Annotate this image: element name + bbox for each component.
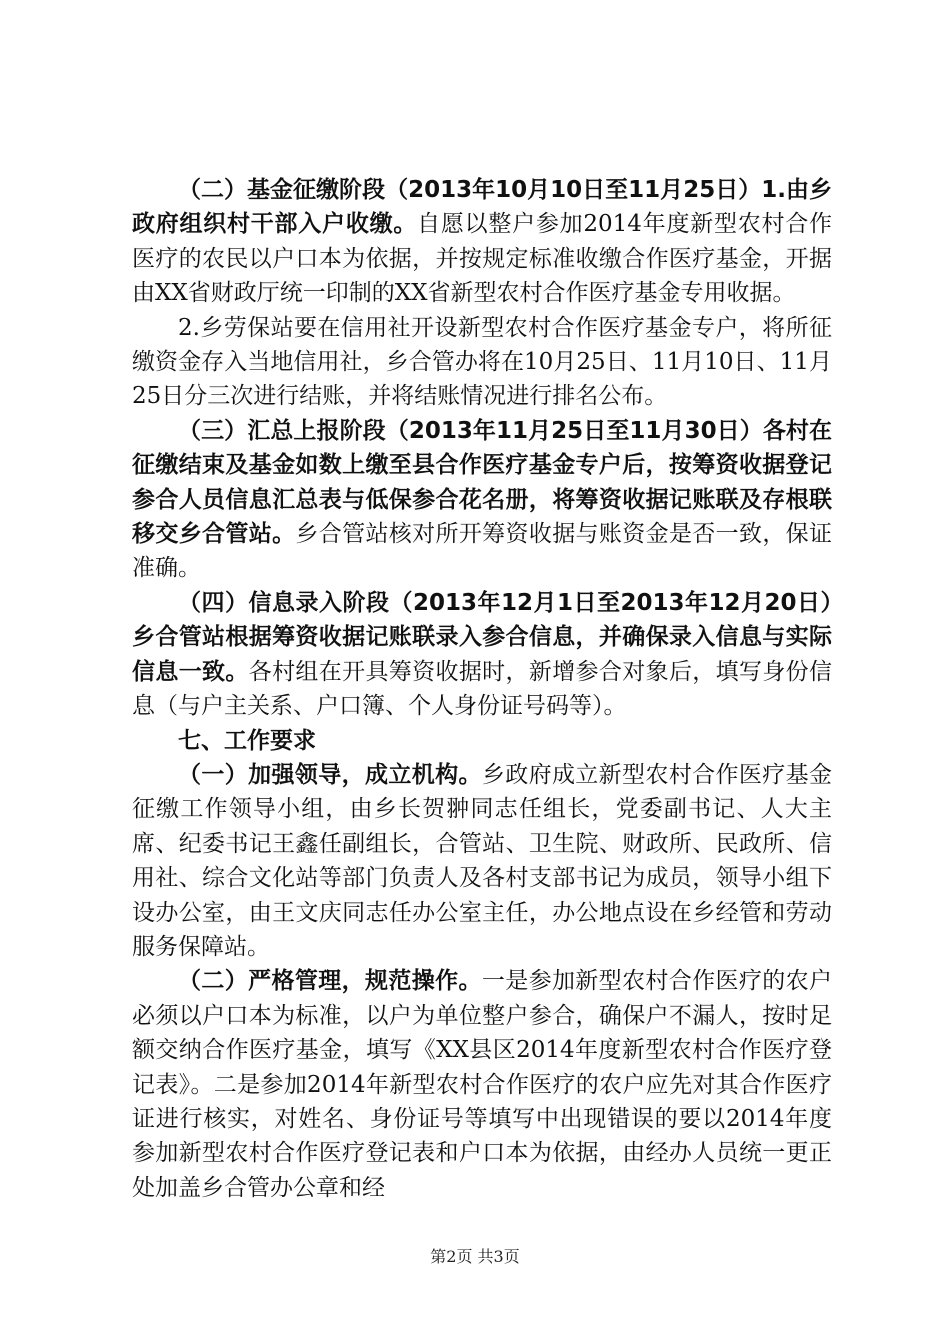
paragraph-bold-lead: （二）基金征缴阶段（2013年10月10日至11月25日）1.由乡政府组织村干部入户收缴。 (132, 177, 832, 238)
paragraph-text: 一是参加新型农村合作医疗的农户必须以户口本为标准，以户为单位整户参合，确保户不漏人，按时足额交纳合作医疗基金，填写《XX县区2014年度新型农村合作医疗登记表》。二是参加2014年新型农村合作医疗的农户应先对其合作医疗证进行核实，对姓名、身份证号等填写中出现错误的要以2014年度参加新型农村合作医疗登记表和户口本为依据，由经办人员统一更正处加盖乡合管办公章和经 (132, 968, 833, 1201)
paragraph-bold-lead: （四）信息录入阶段（2013年12月1日至2013年12月20日）乡合管站根据筹资收据记账联录入参合信息，并确保录入信息与实际信息一致。 (132, 589, 832, 685)
paragraph-bold-lead: （一）加强领导，成立机构。 (178, 761, 482, 788)
page-number-footer: 第2页 共3页 (430, 1247, 520, 1266)
paragraph-text: 乡政府成立新型农村合作医疗基金征缴工作领导小组，由乡长贺翀同志任组长，党委副书记、人大主席、纪委书记王鑫任副组长，合管站、卫生院、财政所、民政所、信用社、综合文化站等部门负责人及各村支部书记为成员，领导小组下设办公室，由王文庆同志任办公室主任，办公地点设在乡经管和劳动服务保障站。 (132, 761, 833, 960)
section-heading-work-requirements (132, 724, 832, 758)
paragraph-strict-management (132, 964, 832, 1205)
paragraph-labor-station (132, 311, 832, 414)
paragraph-summary-report-stage (132, 414, 832, 586)
paragraph-info-entry-stage (132, 586, 832, 724)
paragraph-text: 2.乡劳保站要在信用社开设新型农村合作医疗基金专户，将所征缴资金存入当地信用社，乡合管办将在10月25日、11月10日、11月25日分三次进行结账，并将结账情况进行排名公布。 (132, 314, 832, 410)
paragraph-bold-lead: （二）严格管理，规范操作。 (178, 968, 482, 995)
paragraph-fund-collection-stage (132, 173, 832, 311)
section-heading-text: 七、工作要求 (178, 727, 316, 754)
document-body (132, 173, 832, 1205)
paragraph-text: 乡合管站核对所开筹资收据与账资金是否一致，保证准确。 (132, 521, 833, 582)
paragraph-text: 自愿以整户参加2014年度新型农村合作医疗的农民以户口本为依据，并按规定标准收缴合作医疗基金，开据由XX省财政厅统一印制的XX省新型农村合作医疗基金专用收据。 (132, 211, 832, 307)
paragraph-bold-lead: （三）汇总上报阶段（2013年11月25日至11月30日）各村在征缴结束及基金如数上缴至县合作医疗基金专户后，按筹资收据登记参合人员信息汇总表与低保参合花名册，将筹资收据记账联及存根联移交乡合管站。 (132, 417, 832, 548)
paragraph-text: 各村组在开具筹资收据时，新增参合对象后，填写身份信息（与户主关系、户口簿、个人身份证号码等）。 (132, 658, 833, 720)
paragraph-leadership (132, 758, 832, 964)
